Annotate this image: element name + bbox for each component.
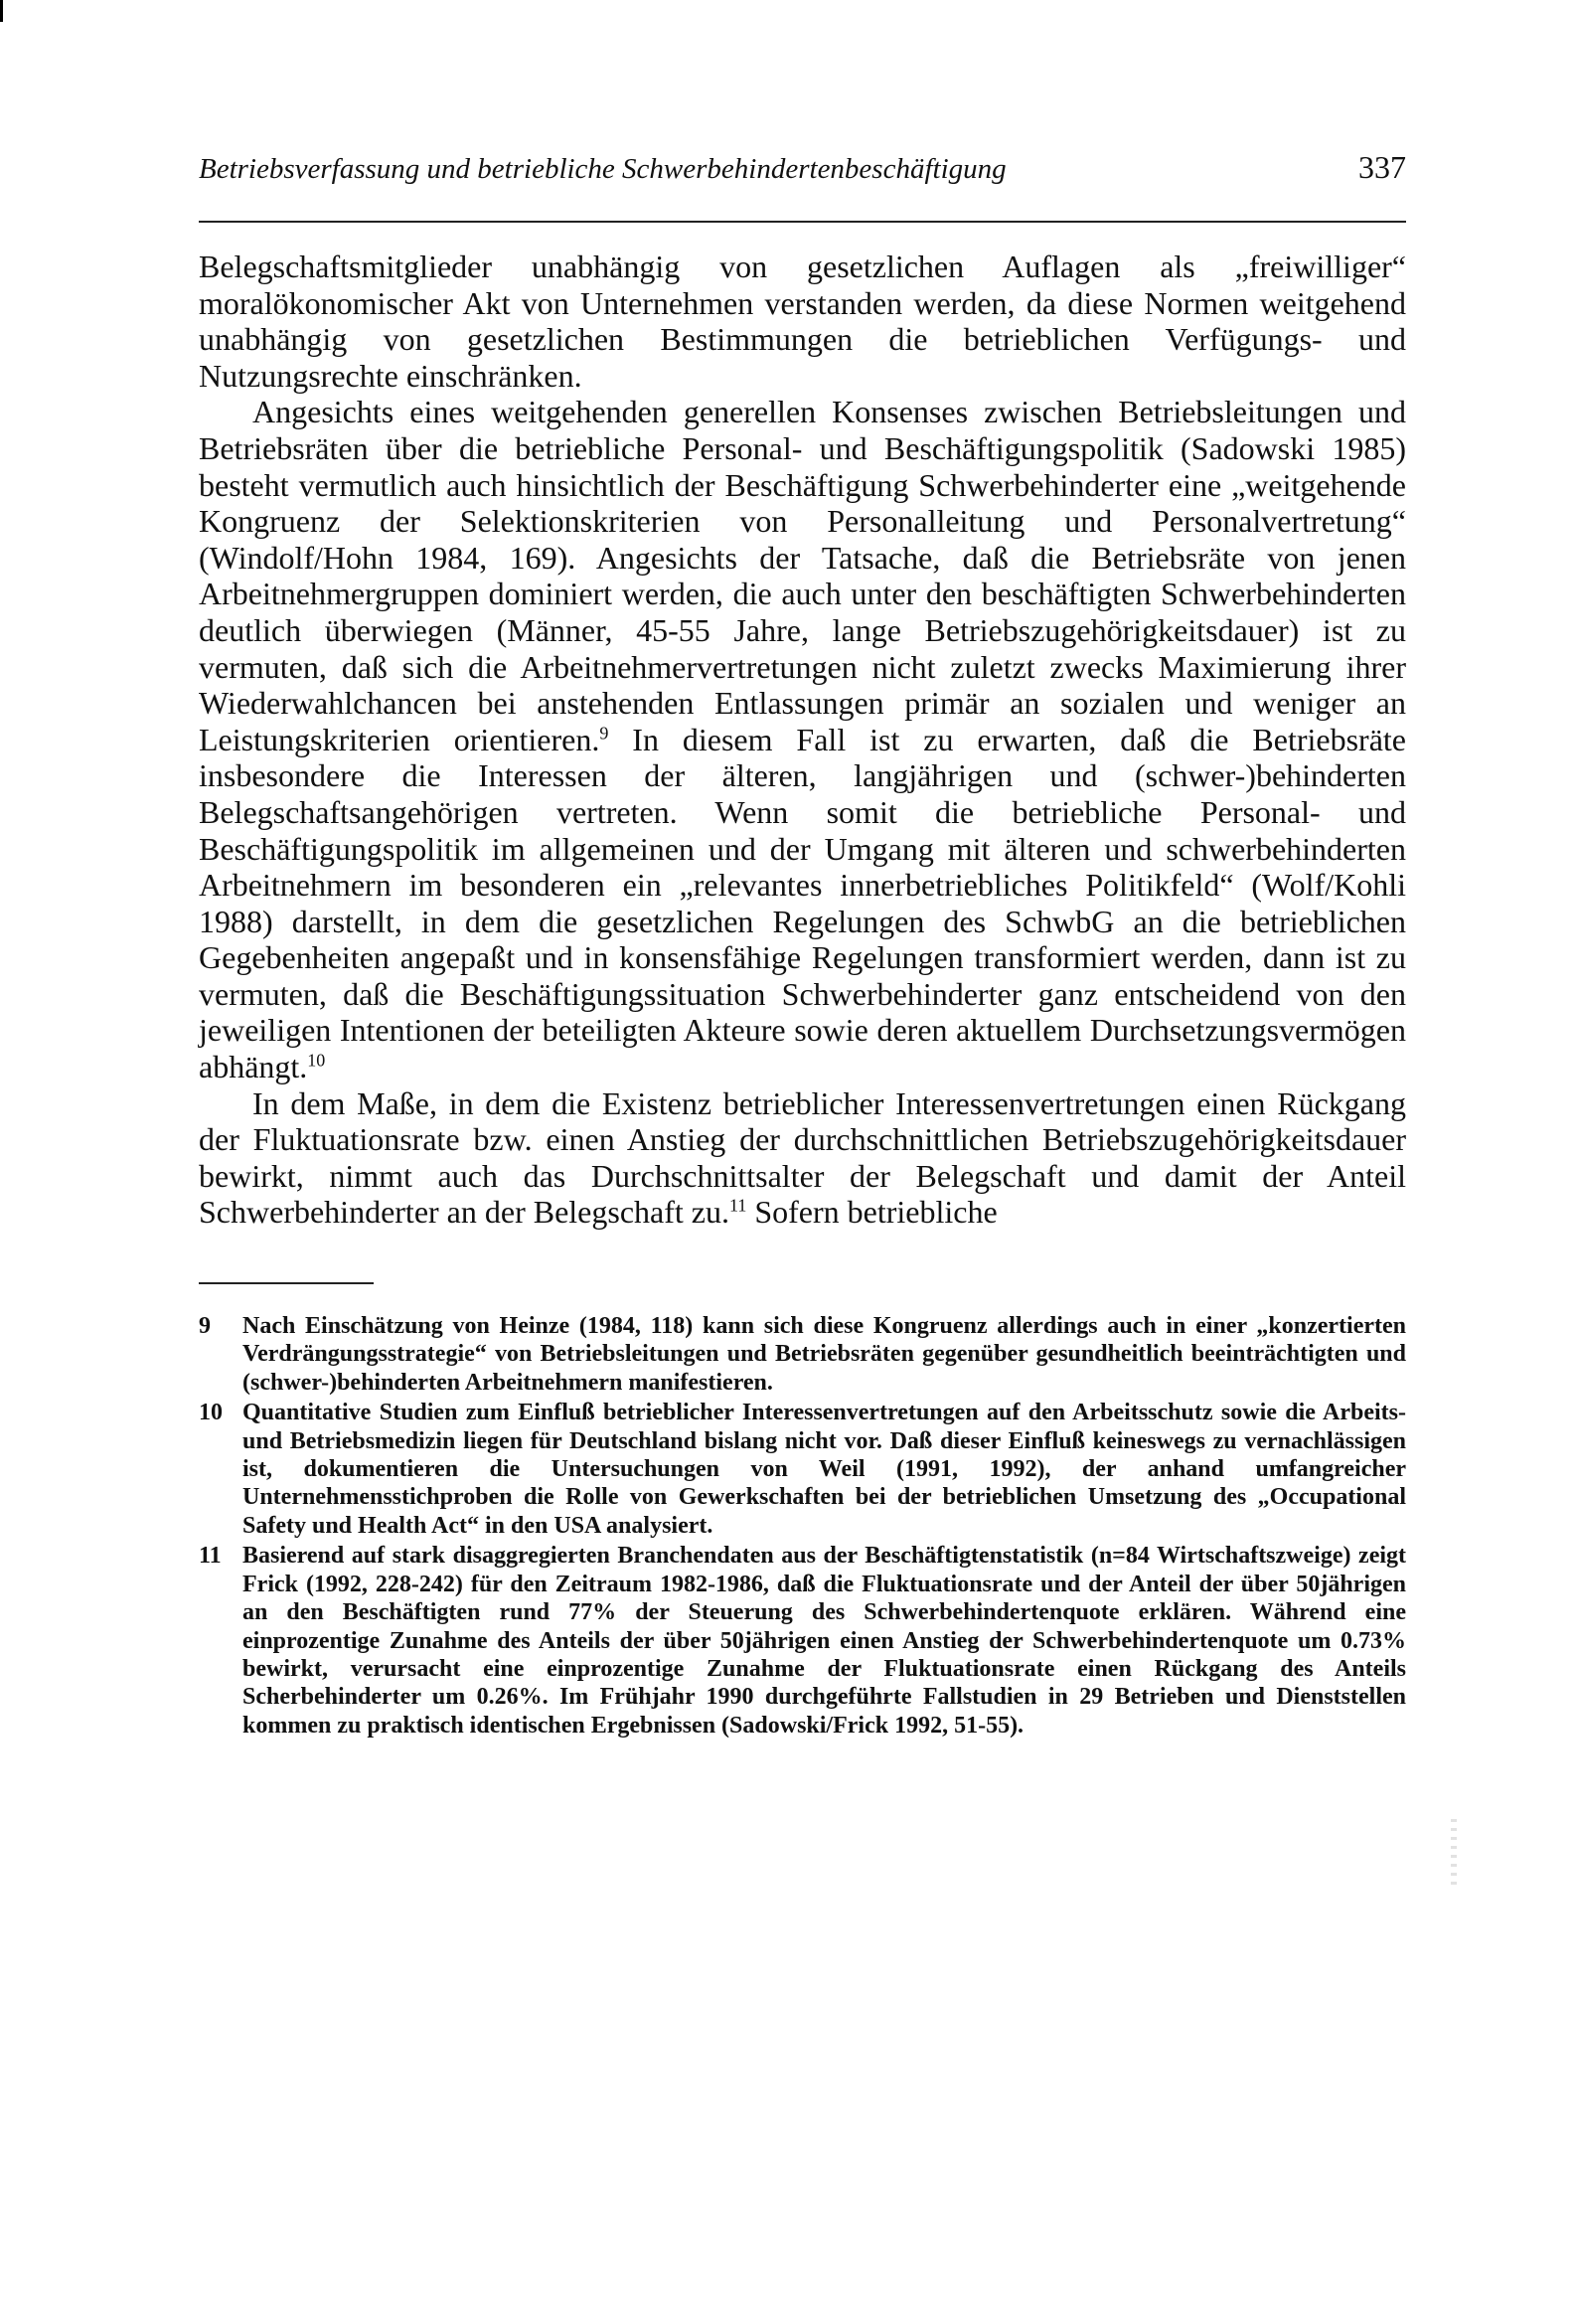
paragraph-1: Belegschaftsmitglieder unabhängig von gesetzlichen Auflagen als „freiwilliger“ moralökonomischer Akt von Unternehmen verstanden werden, da diese Normen weitgehend unabhängig von gesetzlichen Bestimmungen die betrieblichen Verfügungs- und Nutzungsrechte einschränken. [199, 249, 1406, 394]
footnote-ref-11[interactable]: 11 [728, 1195, 747, 1216]
book-page [199, 149, 1406, 1742]
footnote-ref-9[interactable]: 9 [599, 723, 609, 744]
header-rule [199, 221, 1406, 223]
page-number: 337 [1358, 149, 1406, 185]
paragraph-2 [199, 394, 1406, 1084]
footnote-text: Basierend auf stark disaggregierten Branchendaten aus der Beschäftigtenstatistik (n=84 Wirtschaftszweige) zeigt Frick (1992, 228-242) für den Zeitraum 1982-1986, daß die Fluktuationsrate und der Anteil der über 50jährigen an den Beschäftigten rund 77% der Steuerung des Schwerbehindertenquote erklären. Während eine einprozentige Zunahme des Anteils der über 50jährigen einen Anstieg der Schwerbehindertenquote um 0.73% bewirkt, verursacht eine einprozentige Zunahme der Fluktuationsrate einen Rückgang des Anteils Scherbehinderter um 0.26%. Im Frühjahr 1990 durchgeführte Fallstudien in 29 Betrieben und Dienststellen kommen zu praktisch identischen Ergebnissen (Sadowski/Frick 1992, 51-55). [242, 1543, 1406, 1739]
body-text [199, 249, 1406, 1231]
footnote-text: Nach Einschätzung von Heinze (1984, 118) kann sich diese Kongruenz allerdings auch in einer „konzertierten Verdrängungsstrategie“ von Betriebsleitungen und Betriebsräten gegenüber gesundheitlich beeinträchtigten und (schwer-)behinderten Arbeitnehmern manifestieren. [242, 1313, 1406, 1396]
footnote-number: 11 [199, 1543, 222, 1570]
paragraph-2-part-2: In diesem Fall ist zu erwarten, daß die Betriebsräte insbesondere die Interessen der älteren, langjährigen und (schwer-)behinderten Belegschaftsangehörigen vertreten. Wenn somit die betriebliche Personal- und Beschäftigungspolitik im allgemeinen und der Umgang mit älteren und schwerbehinderten Arbeitnehmern im besonderen ein „relevantes innerbetriebliches Politikfeld“ (Wolf/Kohli 1988) darstellt, in dem die gesetzlichen Regelungen des SchwbG an die betrieblichen Gegebenheiten angepaßt und in konsensfähige Regelungen transformiert werden, dann ist zu vermuten, daß die Beschäftigungssituation Schwerbehinderter ganz entscheidend von den jeweiligen Intentionen der beteiligten Akteure sowie deren aktuellem Durchsetzungsvermögen abhängt. [199, 721, 1407, 1085]
paragraph-3-part-2: Sofern betriebliche [746, 1194, 998, 1231]
page-header [199, 149, 1406, 209]
scan-artifact [1451, 1819, 1457, 1889]
paragraph-2-part-1: Angesichts eines weitgehenden generellen Konsenses zwischen Betriebsleitungen und Betriebsräten über die betriebliche Personal- und Beschäftigungspolitik (Sadowski 1985) besteht vermutlich auch hinsichtlich der Beschäftigung Schwerbehinderter eine „weitgehende Kongruenz der Selektionskriterien von Personalleitung und Personalvertretung“ (Windolf/Hohn 1984, 169). Angesichts der Tatsache, daß die Betriebsräte von jenen Arbeitnehmergruppen dominiert werden, die auch unter den beschäftigten Schwerbehinderten deutlich überwiegen (Männer, 45-55 Jahre, lange Betriebszugehörigkeitsdauer) ist zu vermuten, daß sich die Arbeitnehmervertretungen nicht zuletzt zwecks Maximierung ihrer Wiederwahlchancen bei anstehenden Entlassungen primär an sozialen und weniger an Leistungskriterien orientieren. [199, 394, 1406, 757]
scan-edge-mark [0, 0, 3, 22]
footnote-rule [199, 1282, 374, 1284]
footnote-ref-10[interactable]: 10 [307, 1050, 326, 1071]
footnote-text: Quantitative Studien zum Einfluß betrieblicher Interessenvertretungen auf den Arbeitsschutz sowie die Arbeits- und Betriebsmedizin liegen für Deutschland bislang nicht vor. Daß dieser Einfluß keineswegs zu vernachlässigen ist, dokumentieren die Untersuchungen von Weil (1991, 1992), der anhand umfangreicher Unternehmensstichproben die Rolle von Gewerkschaften bei der betrieblichen Umsetzung des „Occupational Safety und Health Act“ in den USA analysiert. [242, 1400, 1406, 1539]
footnote-9 [199, 1312, 1406, 1397]
footnote-10 [199, 1399, 1406, 1540]
paragraph-3-part-1: In dem Maße, in dem die Existenz betrieblicher Interessenvertretungen einen Rückgang der Fluktuationsrate bzw. einen Anstieg der durchschnittlichen Betriebszugehörigkeitsdauer bewirkt, nimmt auch das Durchschnittsalter der Belegschaft und damit der Anteil Schwerbehinderter an der Belegschaft zu. [199, 1084, 1406, 1231]
running-title: Betriebsverfassung und betriebliche Schwerbehindertenbeschäftigung [199, 153, 1007, 185]
footnotes [199, 1312, 1406, 1740]
footnote-number: 9 [199, 1313, 211, 1340]
paragraph-3 [199, 1085, 1406, 1231]
footnote-number: 10 [199, 1400, 223, 1426]
footnote-11 [199, 1542, 1406, 1740]
